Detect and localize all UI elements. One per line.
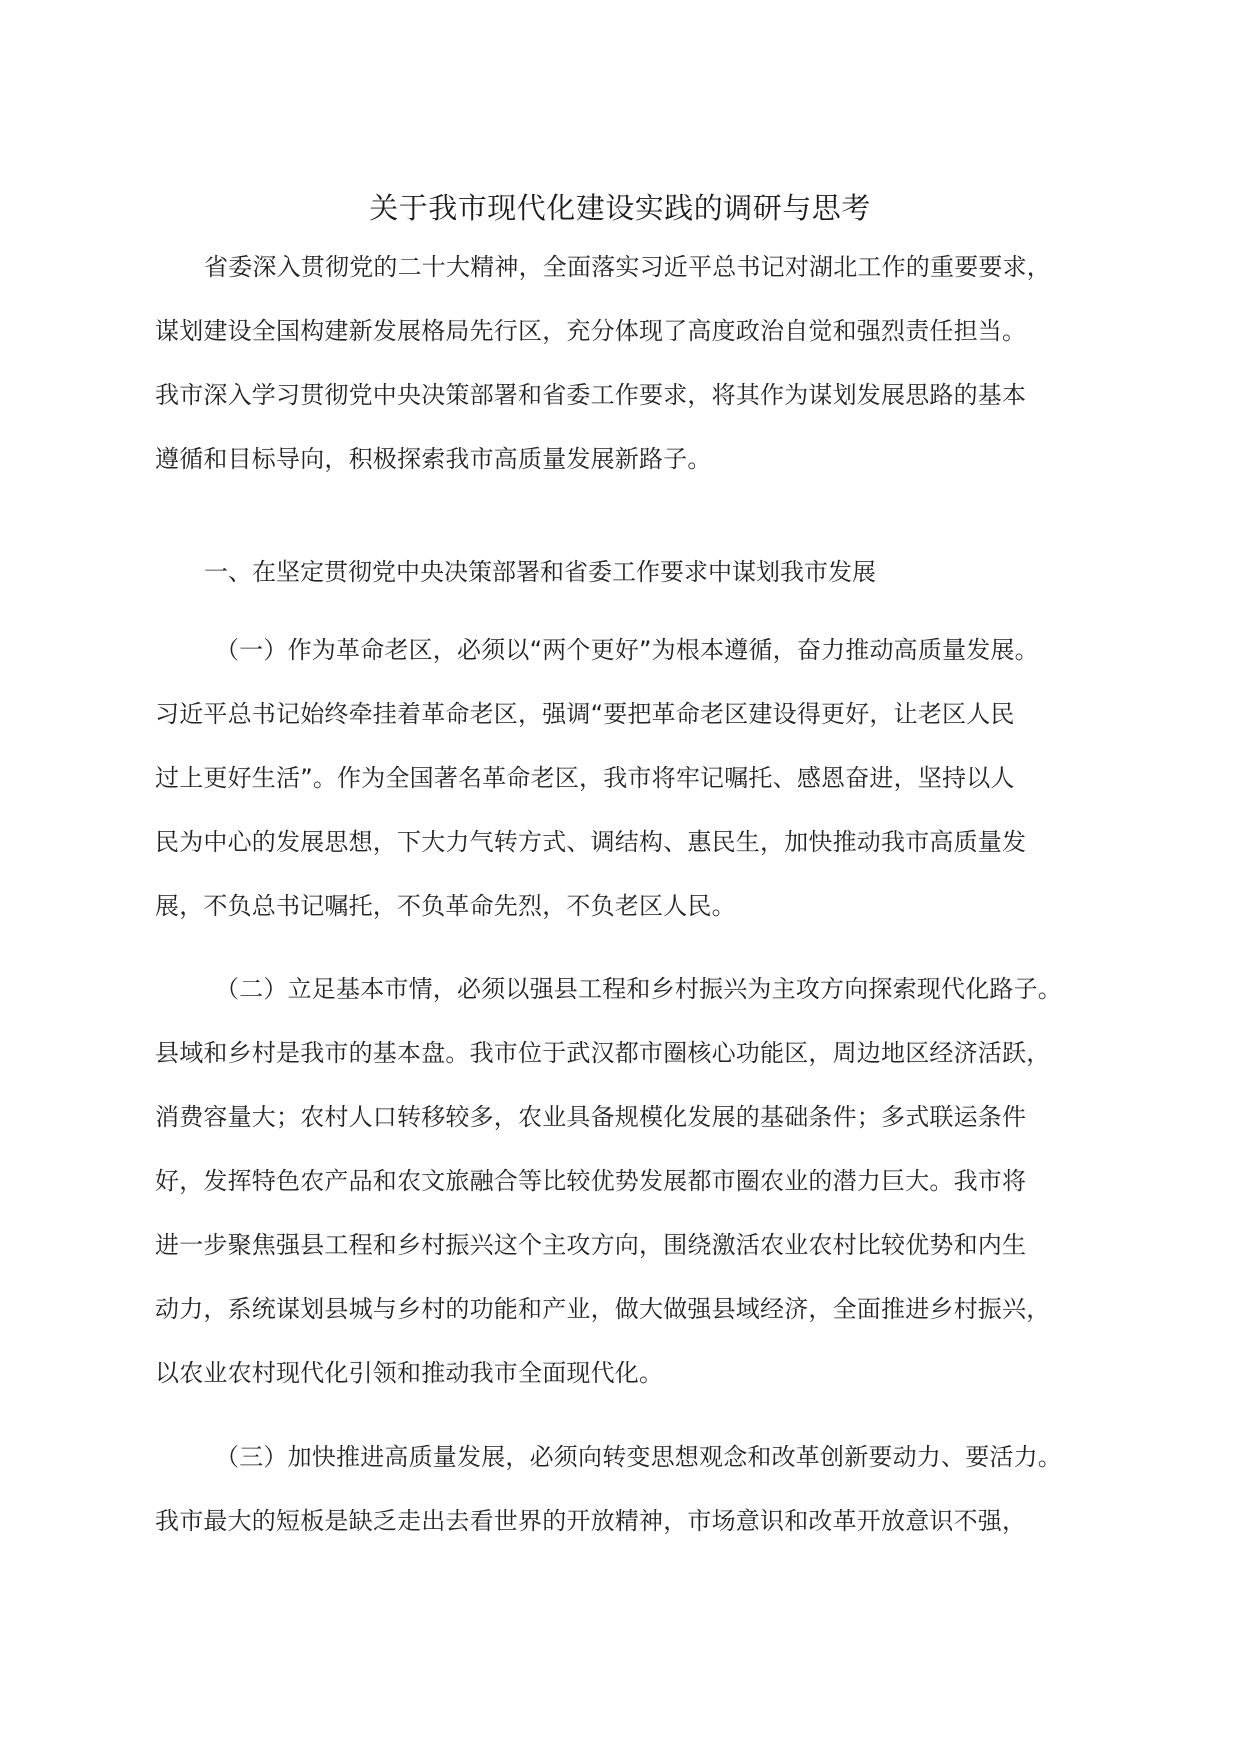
subsection-two-paragraph xyxy=(155,957,1070,1405)
text-line: 我市最大的短板是缺乏走出去看世界的开放精神，市场意识和改革开放意识不强， xyxy=(155,1507,1027,1535)
text-line: 展，不负总书记嘱托，不负革命先烈，不负老区人民。 xyxy=(155,892,736,920)
section-heading: 一、在坚定贯彻党中央决策部署和省委工作要求中谋划我市发展 xyxy=(204,558,876,586)
text-line: 遵循和目标导向，积极探索我市高质量发展新路子。 xyxy=(155,445,712,473)
subsection-heading-line: （二）立足基本市情，必须以强县工程和乡村振兴为主攻方向探索现代化路子。 xyxy=(215,975,1062,1003)
text-line: 好，发挥特色农产品和农文旅融合等比较优势发展都市圈农业的潜力巨大。我市将 xyxy=(155,1167,1027,1195)
text-line: 消费容量大；农村人口转移较多，农业具备规模化发展的基础条件；多式联运条件 xyxy=(155,1103,1027,1131)
subsection-heading-line: （三）加快推进高质量发展，必须向转变思想观念和改革创新要动力、要活力。 xyxy=(215,1443,1062,1471)
subsection-one-paragraph xyxy=(155,618,1070,938)
text-line: 进一步聚焦强县工程和乡村振兴这个主攻方向，围绕激活农业农村比较优势和内生 xyxy=(155,1231,1027,1259)
subsection-heading-line: （一）作为革命老区，必须以“两个更好”为根本遵循，奋力推动高质量发展。 xyxy=(215,636,1039,664)
text-line: 过上更好生活”。作为全国著名革命老区，我市将牢记嘱托、感恩奋进，坚持以人 xyxy=(155,764,1015,792)
text-line: 县域和乡村是我市的基本盘。我市位于武汉都市圈核心功能区，周边地区经济活跃， xyxy=(155,1039,1051,1067)
text-line: 省委深入贯彻党的二十大精神，全面落实习近平总书记对湖北工作的重要要求， xyxy=(204,253,1051,281)
text-line: 民为中心的发展思想，下大力气转方式、调结构、惠民生，加快推动我市高质量发 xyxy=(155,828,1027,856)
text-line: 我市深入学习贯彻党中央决策部署和省委工作要求，将其作为谋划发展思路的基本 xyxy=(155,381,1027,409)
intro-paragraph xyxy=(155,235,1070,491)
subsection-three-paragraph xyxy=(155,1425,1070,1553)
document-title: 关于我市现代化建设实践的调研与思考 xyxy=(369,191,871,225)
text-line: 习近平总书记始终牵挂着革命老区，强调“要把革命老区建设得更好，让老区人民 xyxy=(155,700,1015,728)
text-line: 谋划建设全国构建新发展格局先行区，充分体现了高度政治自觉和强烈责任担当。 xyxy=(155,317,1027,345)
text-line: 动力，系统谋划县城与乡村的功能和产业，做大做强县域经济，全面推进乡村振兴， xyxy=(155,1295,1051,1323)
text-line: 以农业农村现代化引领和推动我市全面现代化。 xyxy=(155,1359,664,1387)
